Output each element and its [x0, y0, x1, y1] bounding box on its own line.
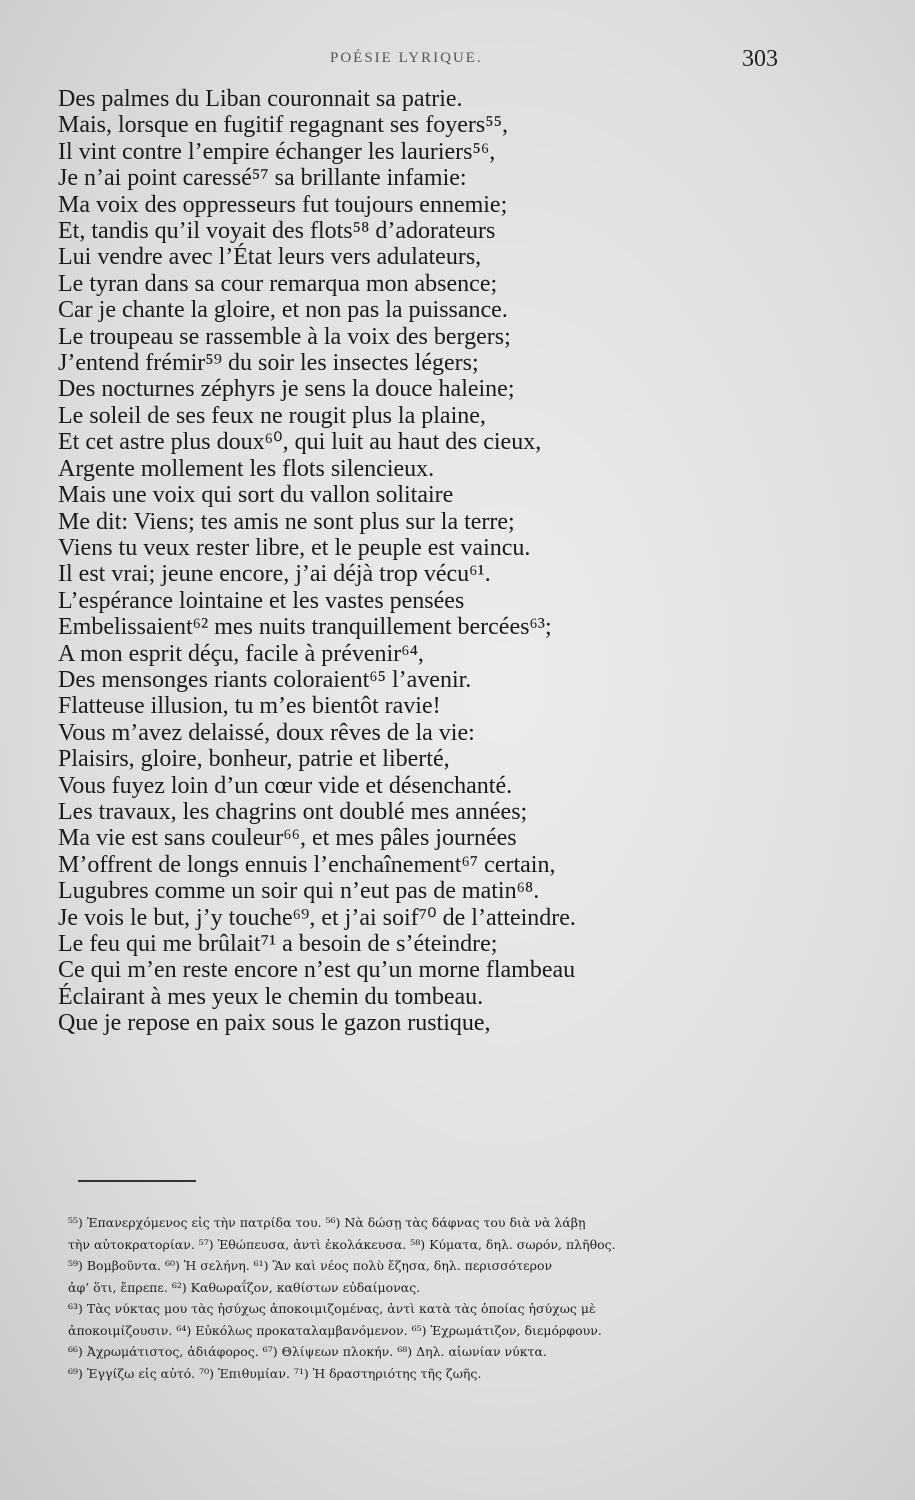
poem-line: J’entend frémir⁵⁹ du soir les insectes légers;	[58, 350, 479, 377]
poem-line: Le troupeau se rassemble à la voix des bergers;	[58, 323, 511, 350]
footnote-line: ⁶³) Τὰς νύκτας μου τὰς ἡσύχως ἀποκοιμιζομένας, ἀντὶ κατὰ τὰς ὁποίας ἡσύχως μὲ	[68, 1301, 596, 1316]
poem-line: Embelissaient⁶² mes nuits tranquillement bercées⁶³;	[58, 614, 552, 641]
poem-line: Flatteuse illusion, tu m’es bientôt ravie!	[58, 693, 441, 720]
poem-line: Vous m’avez delaissé, doux rêves de la vie:	[58, 719, 475, 746]
running-head: POÉSIE LYRIQUE.	[330, 50, 483, 66]
poem-line: Il est vrai; jeune encore, j’ai déjà trop vécu⁶¹.	[58, 561, 491, 588]
footnote-line: ⁶⁹) Ἐγγίζω εἰς αὐτό. ⁷⁰) Ἐπιθυμίαν. ⁷¹) Ἡ δραστηριότης τῆς ζωῆς.	[68, 1365, 482, 1381]
poem-line: Je vois le but, j’y touche⁶⁹, et j’ai soif⁷⁰ de l’atteindre.	[58, 904, 576, 931]
poem-line: Ma voix des oppresseurs fut toujours ennemie;	[58, 191, 508, 218]
poem-line: A mon esprit déçu, facile à prévenir⁶⁴,	[58, 640, 424, 667]
poem-line: Que je repose en paix sous le gazon rustique,	[58, 1010, 491, 1037]
poem-line: Lui vendre avec l’État leurs vers adulateurs,	[58, 244, 482, 271]
footnote-line: τὴν αὐτοκρατορίαν. ⁵⁷) Ἐθώπευσα, ἀντὶ ἐκολάκευσα. ⁵⁸) Κύματα, δηλ. σωρόν, πλῆθος.	[68, 1236, 616, 1252]
poem-line: Mais, lorsque en fugitif regagnant ses foyers⁵⁵,	[58, 112, 508, 139]
footnote-line: ἀφ’ ὅτι, ἔπρεπε. ⁶²) Καθωραΐζον, καθίστων εὐδαίμονας.	[68, 1279, 421, 1295]
poem-line: Argente mollement les flots silencieux.	[58, 455, 435, 482]
poem-line: M’offrent de longs ennuis l’enchaînement⁶⁷ certain,	[58, 851, 556, 878]
footnote-line: ⁶⁶) Ἀχρωμάτιστος, ἀδιάφορος. ⁶⁷) Θλίψεων πλοκήν. ⁶⁸) Δηλ. αἰωνίαν νύκτα.	[68, 1344, 547, 1359]
poem-line: Vous fuyez loin d’un cœur vide et désenchanté.	[58, 772, 513, 799]
poem-line: Et cet astre plus doux⁶⁰, qui luit au haut des cieux,	[58, 429, 542, 456]
poem-line: Et, tandis qu’il voyait des flots⁵⁸ d’adorateurs	[58, 218, 496, 245]
poem-line: Des nocturnes zéphyrs je sens la douce haleine;	[58, 376, 515, 403]
poem-line: Car je chante la gloire, et non pas la puissance.	[58, 297, 508, 324]
poem-line: Je n’ai point caressé⁵⁷ sa brillante infamie:	[58, 165, 467, 192]
page-number: 303	[742, 46, 778, 72]
poem-line: Viens tu veux rester libre, et le peuple est vaincu.	[58, 534, 531, 561]
poem-line: Ce qui m’en reste encore n’est qu’un morne flambeau	[58, 957, 576, 984]
poem-line: Mais une voix qui sort du vallon solitaire	[58, 482, 454, 509]
poem-line: Le tyran dans sa cour remarqua mon absence;	[58, 270, 498, 297]
footnote-line: ⁵⁵) Ἐπανερχόμενος εἰς τὴν πατρίδα του. ⁵⁶) Νὰ δώσῃ τὰς δάφνας του διὰ νὰ λάβῃ	[68, 1215, 586, 1230]
poem-line: Me dit: Viens; tes amis ne sont plus sur la terre;	[58, 508, 515, 535]
poem-line: Plaisirs, gloire, bonheur, patrie et liberté,	[58, 746, 450, 773]
poem-line: Lugubres comme un soir qui n’eut pas de matin⁶⁸.	[58, 878, 540, 905]
footnotes	[68, 1212, 868, 1384]
poem-line: Les travaux, les chagrins ont doublé mes années;	[58, 798, 528, 825]
poem-line: Ma vie est sans couleur⁶⁶, et mes pâles journées	[58, 825, 517, 852]
footnote-line: ⁵⁹) Βομβοῦντα. ⁶⁰) Ἡ σελήνη. ⁶¹) Ἂν καὶ νέος πολὺ ἔζησα, δηλ. περισσότερον	[68, 1258, 553, 1273]
page-header	[0, 46, 915, 76]
poem-line: L’espérance lointaine et les vastes pensées	[58, 587, 465, 614]
poem-line: Le feu qui me brûlait⁷¹ a besoin de s’éteindre;	[58, 931, 498, 957]
poem-line: Des palmes du Liban couronnait sa patrie.	[58, 86, 463, 112]
footnote-line: ἀποκοιμίζουσιν. ⁶⁴) Εὐκόλως προκαταλαμβανόμενον. ⁶⁵) Ἐχρωμάτιζον, διεμόρφουν.	[68, 1322, 602, 1338]
poem-line: Il vint contre l’empire échanger les lauriers⁵⁶,	[58, 138, 496, 165]
footnote-separator	[78, 1180, 196, 1182]
poem-text	[58, 86, 658, 1037]
poem-line: Éclairant à mes yeux le chemin du tombeau.	[58, 983, 484, 1010]
poem-line: Des mensonges riants coloraient⁶⁵ l’avenir.	[58, 666, 472, 693]
poem-line: Le soleil de ses feux ne rougit plus la plaine,	[58, 402, 486, 429]
